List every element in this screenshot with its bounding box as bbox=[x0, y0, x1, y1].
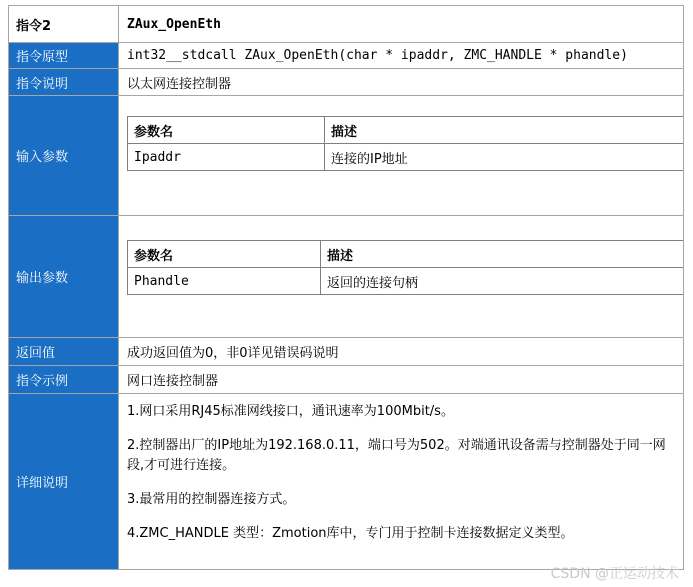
detail-line-1: 1.网口采用RJ45标准网线接口，通讯速率为100Mbit/s。 bbox=[127, 404, 454, 419]
command-number-label: 指令2 bbox=[9, 6, 119, 43]
input-params-table bbox=[127, 116, 684, 171]
output-col-name-header: 参数名 bbox=[128, 241, 321, 268]
row-example bbox=[9, 366, 684, 394]
input-params-label: 输入参数 bbox=[9, 96, 119, 216]
input-param-desc: 连接的IP地址 bbox=[325, 144, 684, 171]
row-output-params bbox=[9, 216, 684, 338]
row-details bbox=[9, 394, 684, 570]
api-doc-table bbox=[8, 5, 684, 570]
row-input-params bbox=[9, 96, 684, 216]
example-label: 指令示例 bbox=[9, 366, 119, 394]
prototype-label: 指令原型 bbox=[9, 43, 119, 69]
row-command bbox=[9, 6, 684, 43]
output-col-desc-header: 描述 bbox=[321, 241, 684, 268]
detail-line-4: 4.ZMC_HANDLE 类型：Zmotion库中，专门用于控制卡连接数据定义类型。 bbox=[127, 526, 574, 541]
output-params-table bbox=[127, 240, 684, 295]
output-param-name: Phandle bbox=[128, 268, 321, 295]
row-return-value bbox=[9, 338, 684, 366]
details-body bbox=[119, 394, 683, 544]
input-col-desc-header: 描述 bbox=[325, 117, 684, 144]
prototype-value: int32__stdcall ZAux_OpenEth(char * ipaddr, ZMC_HANDLE * phandle) bbox=[119, 43, 684, 69]
details-label: 详细说明 bbox=[9, 394, 119, 570]
api-doc-table-container bbox=[8, 5, 684, 570]
output-param-desc: 返回的连接句柄 bbox=[321, 268, 684, 295]
return-value-text: 成功返回值为0，非0详见错误码说明 bbox=[119, 338, 684, 366]
example-value: 网口连接控制器 bbox=[119, 366, 684, 394]
output-params-label: 输出参数 bbox=[9, 216, 119, 338]
description-value: 以太网连接控制器 bbox=[119, 69, 684, 96]
row-prototype bbox=[9, 43, 684, 69]
input-param-name: Ipaddr bbox=[128, 144, 325, 171]
detail-line-2: 2.控制器出厂的IP地址为192.168.0.11，端口号为502。对端通讯设备需与控制器处于同一网段,才可进行连接。 bbox=[127, 438, 666, 473]
row-description bbox=[9, 69, 684, 96]
detail-line-3: 3.最常用的控制器连接方式。 bbox=[127, 492, 296, 507]
return-value-label: 返回值 bbox=[9, 338, 119, 366]
command-name: ZAux_OpenEth bbox=[119, 6, 684, 43]
watermark-text: CSDN @正运动技术 bbox=[550, 566, 679, 582]
input-col-name-header: 参数名 bbox=[128, 117, 325, 144]
description-label: 指令说明 bbox=[9, 69, 119, 96]
